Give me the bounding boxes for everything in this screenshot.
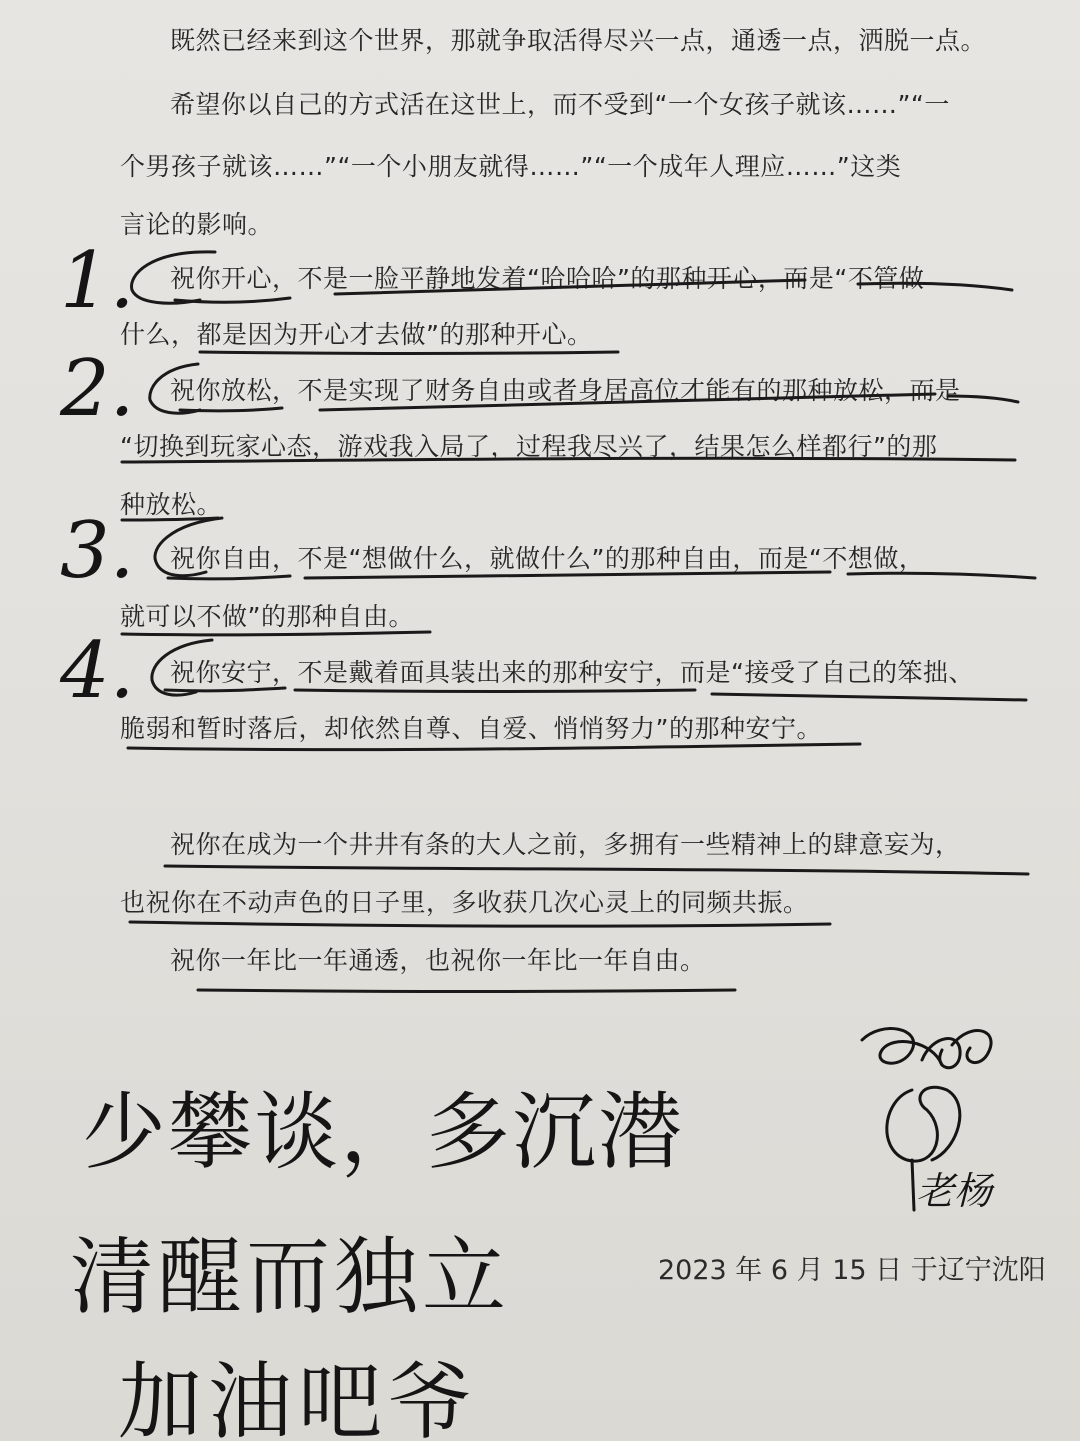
hand-number-4: 4. <box>60 626 135 716</box>
ending-line-3: 祝你一年比一年通透，也祝你一年比一年自由。 <box>170 946 706 975</box>
signature-name: 老杨 <box>916 1169 993 1213</box>
wish-3-line-1: 祝你自由，不是“想做什么，就做什么”的那种自由，而是“不想做， <box>170 544 925 573</box>
ending-line-2: 也祝你在不动声色的日子里，多收获几次心灵上的同频共振。 <box>120 888 809 917</box>
handwritten-line-3: 加油吧爷 <box>118 1353 479 1441</box>
hand-number-2: 2. <box>60 344 135 434</box>
hand-number-3: 3. <box>60 506 135 596</box>
wish-1-line-1: 祝你开心，不是一脸平静地发着“哈哈哈”的那种开心，而是“不管做 <box>170 264 925 293</box>
wish-1-line-2: 什么，都是因为开心才去做”的那种开心。 <box>120 320 593 349</box>
paragraph-line: 个男孩子就该……”“一个小朋友就得……”“一个成年人理应……”这类 <box>120 152 902 181</box>
hand-number-1: 1. <box>60 236 135 326</box>
date-place: 2023 年 6 月 15 日 于辽宁沈阳 <box>658 1255 1046 1286</box>
ending-line-1: 祝你在成为一个井井有条的大人之前，多拥有一些精神上的肆意妄为， <box>170 830 961 859</box>
wish-2-line-1: 祝你放松，不是实现了财务自由或者身居高位才能有的那种放松，而是 <box>170 376 961 405</box>
wish-4-line-1: 祝你安宁，不是戴着面具装出来的那种安宁，而是“接受了自己的笨拙、 <box>170 658 974 687</box>
handwritten-line-2: 清醒而独立 <box>70 1228 511 1326</box>
paragraph-line: 希望你以自己的方式活在这世上，而不受到“一个女孩子就该……”“一 <box>170 90 950 119</box>
paragraph-line: 言论的影响。 <box>120 210 274 239</box>
paragraph-line: 既然已经来到这个世界，那就争取活得尽兴一点，通透一点，洒脱一点。 <box>170 26 987 55</box>
wish-2-line-3: 种放松。 <box>120 490 223 519</box>
wish-4-line-2: 脆弱和暂时落后，却依然自尊、自爱、悄悄努力”的那种安宁。 <box>120 714 822 743</box>
wish-2-line-2: “切换到玩家心态，游戏我入局了，过程我尽兴了，结果怎么样都行”的那 <box>120 432 938 461</box>
wish-3-line-2: 就可以不做”的那种自由。 <box>120 602 414 631</box>
handwritten-line-1: 少攀谈，多沉潜 <box>82 1083 685 1181</box>
